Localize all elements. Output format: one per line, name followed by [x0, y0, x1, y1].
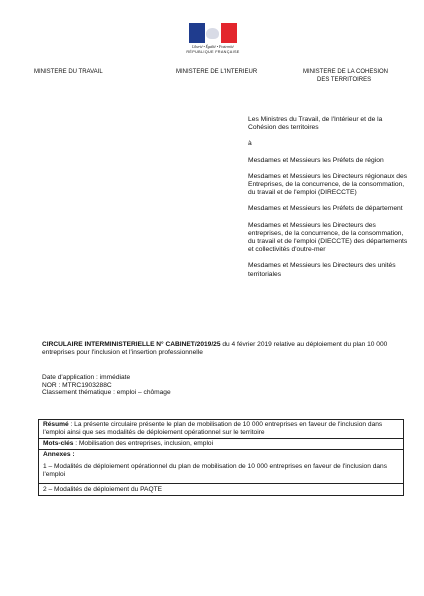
logo-motto: Liberté • Égalité • Fraternité — [192, 45, 234, 49]
keywords-row: Mots-clés : Mobilisation des entreprises, inclusion, emploi — [39, 439, 403, 450]
logo-republic: RÉPUBLIQUE FRANÇAISE — [186, 50, 240, 54]
republic-flag-icon — [189, 23, 237, 43]
ministry-interieur: MINISTERE DE L'INTERIEUR — [176, 69, 258, 75]
application-date: Date d'application : immédiate — [42, 374, 131, 381]
summary-row: Résumé : La présente circulaire présente le plan de mobilisation de 10 000 entreprises en faveur de l'inclusion dans l'emploi ainsi que ses modalités de déploiement opérationnel sur le territoire — [39, 420, 403, 439]
addressee-from: Les Ministres du Travail, de l'Intérieur et de la Cohésion des territoires — [248, 116, 383, 132]
addressee-block — [248, 116, 408, 287]
addressee-direccte: Mesdames et Messieurs les Directeurs régionaux des Entreprises, de la concurrence, de la consommation, du travail et de l'emploi (DIRECCTE) — [248, 172, 408, 197]
nor-reference: NOR : MTRC1903288C — [42, 381, 112, 389]
addressee-dieccte: Mesdames et Messieurs les Directeurs des entreprises, de la concurrence, de la consommation, du travail et de l'emploi (DIECCTE) des départements et collectivités d'outre-mer — [248, 221, 408, 254]
thematic-classification: Classement thématique : emploi – chômage — [42, 389, 171, 397]
addressee-prefets-region: Mesdames et Messieurs les Préfets de région — [248, 156, 384, 164]
annex-2: 2 – Modalités de déploiement du PAQTE — [39, 483, 403, 494]
addressee-unites: Mesdames et Messieurs les Directeurs des unités territoriales — [248, 262, 396, 278]
annex-1: 1 – Modalités de déploiement opérationnel du plan de mobilisation de 10 000 entreprises en faveur de l'inclusion dans l'emploi — [43, 463, 387, 478]
annexes-row: Annexes : 1 – Modalités de déploiement opérationnel du plan de mobilisation de 10 000 entreprises en faveur de l'inclusion dans l'emploi 2 – Modalités de déploiement du PAQTE — [39, 450, 403, 495]
addressee-to: à — [248, 140, 252, 148]
addressee-prefets-departement: Mesdames et Messieurs les Préfets de département — [248, 205, 403, 213]
ministry-cohesion: MINISTERE DE LA COHESION DES TERRITOIRES — [303, 69, 389, 83]
circular-meta — [42, 374, 171, 397]
ministry-travail: MINISTERE DU TRAVAIL — [34, 69, 103, 75]
marianne-logo — [185, 23, 241, 54]
circular-title: CIRCULAIRE INTERMINISTERIELLE N° CABINET/2019/25 du 4 février 2019 relative au déploiement du plan 10 000 entreprises pour l'inclusion et l'insertion professionnelle — [42, 341, 388, 357]
summary-table — [38, 419, 404, 496]
